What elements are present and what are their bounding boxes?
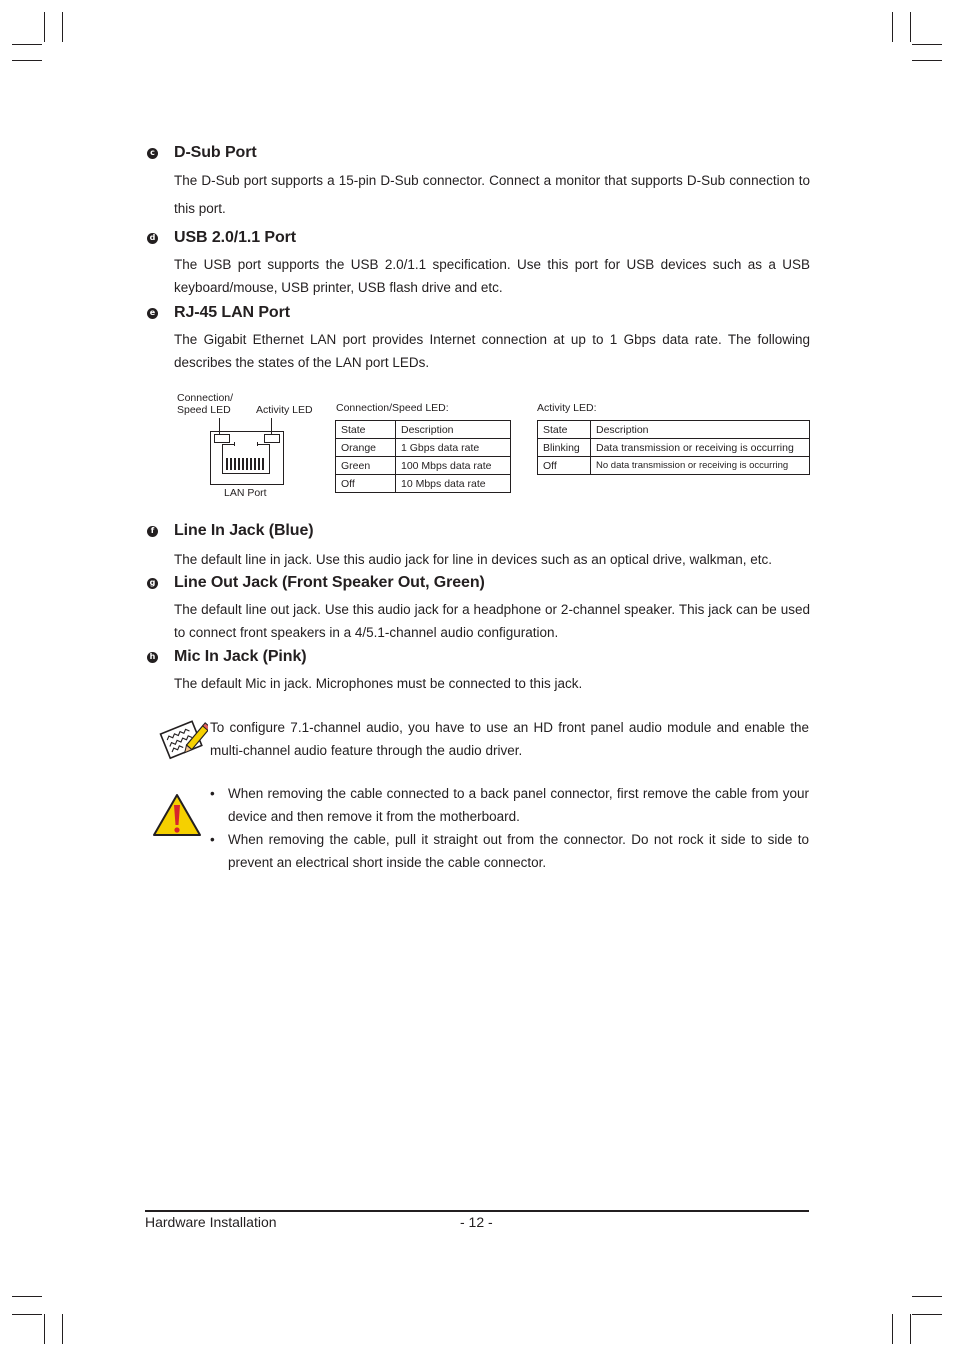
table-row bbox=[336, 439, 511, 457]
bullet-dot: • bbox=[210, 832, 215, 847]
section-usb-port bbox=[147, 227, 810, 299]
speed-led-icon bbox=[214, 434, 230, 443]
rj45-pins-icon bbox=[226, 458, 264, 470]
table-header-cell: Description bbox=[396, 421, 511, 439]
footer-rule bbox=[145, 1210, 809, 1212]
table-cell: 10 Mbps data rate bbox=[396, 475, 511, 493]
section-heading bbox=[147, 142, 810, 164]
footer-section-name: Hardware Installation bbox=[145, 1214, 277, 1230]
warning-list bbox=[210, 782, 809, 874]
section-title: RJ-45 LAN Port bbox=[174, 304, 290, 321]
table-cell: Off bbox=[538, 457, 591, 475]
lan-port-diagram bbox=[170, 390, 320, 505]
section-body: The D-Sub port supports a 15-pin D-Sub connector. Connect a monitor that supports D-Sub connection to this port. bbox=[174, 173, 810, 216]
note-text: To configure 7.1-channel audio, you have to use an HD front panel audio module and enable the multi-channel audio feature through the audio driver. bbox=[210, 720, 809, 758]
table-cell: Blinking bbox=[538, 439, 591, 457]
warning-triangle-icon bbox=[152, 793, 202, 837]
table-row bbox=[336, 457, 511, 475]
crop-mark bbox=[910, 12, 911, 42]
section-mic-in-jack bbox=[147, 646, 810, 695]
table-cell: 100 Mbps data rate bbox=[396, 457, 511, 475]
list-item bbox=[210, 828, 809, 874]
circled-letter-icon: h bbox=[147, 652, 158, 663]
circled-letter-icon: d bbox=[147, 233, 158, 244]
section-title: USB 2.0/1.1 Port bbox=[174, 229, 297, 246]
table-row bbox=[538, 439, 810, 457]
crop-mark bbox=[892, 12, 893, 42]
section-title: Line In Jack (Blue) bbox=[174, 522, 314, 539]
section-heading bbox=[147, 302, 810, 324]
lan-port-label: LAN Port bbox=[224, 487, 267, 499]
circled-letter-icon: g bbox=[147, 578, 158, 589]
crop-mark bbox=[912, 1314, 942, 1315]
crop-mark bbox=[12, 60, 42, 61]
crop-mark bbox=[910, 1314, 911, 1344]
table-cell: Green bbox=[336, 457, 396, 475]
circled-letter-icon: e bbox=[147, 308, 158, 319]
circled-letter-icon: c bbox=[147, 148, 158, 159]
table-row bbox=[538, 457, 810, 475]
section-body: The default line in jack. Use this audio jack for line in devices such as an optical drive, walkman, etc. bbox=[174, 552, 773, 567]
crop-mark bbox=[62, 12, 63, 42]
crop-mark bbox=[912, 44, 942, 45]
activity-table-title: Activity LED: bbox=[537, 402, 597, 414]
crop-mark bbox=[44, 1314, 45, 1344]
section-body: The Gigabit Ethernet LAN port provides Internet connection at up to 1 Gbps data rate. The following describes the states of the LAN port LEDs. bbox=[174, 332, 810, 370]
crop-mark bbox=[892, 1314, 893, 1344]
rj45-latch-icon bbox=[234, 442, 258, 446]
page-number: - 12 - bbox=[460, 1214, 493, 1230]
activity-led-label: Activity LED bbox=[256, 404, 313, 416]
section-lan-port bbox=[147, 302, 810, 374]
crop-mark bbox=[12, 1296, 42, 1297]
section-title: Mic In Jack (Pink) bbox=[174, 648, 307, 665]
section-line-in-jack bbox=[147, 520, 810, 571]
warning-text: When removing the cable connected to a back panel connector, first remove the cable from your device and then remove it from the motherboard. bbox=[228, 786, 809, 824]
warning-text: When removing the cable, pull it straight out from the connector. Do not rock it side to side to prevent an electrical short inside the cable connector. bbox=[228, 832, 809, 870]
table-header-row bbox=[538, 421, 810, 439]
bullet-dot: • bbox=[210, 786, 215, 801]
section-dsub-port bbox=[147, 142, 810, 223]
speed-led-label: Connection/ Speed LED bbox=[177, 392, 234, 416]
section-body: The default line out jack. Use this audio jack for a headphone or 2-channel speaker. This jack can be used to connect front speakers in a 4/5.1-channel audio configuration. bbox=[174, 602, 810, 640]
crop-mark bbox=[62, 1314, 63, 1344]
note-pencil-icon bbox=[158, 716, 208, 762]
table-row bbox=[336, 475, 511, 493]
section-heading bbox=[147, 572, 810, 594]
table-header-cell: State bbox=[538, 421, 591, 439]
table-header-row bbox=[336, 421, 511, 439]
crop-mark bbox=[12, 44, 42, 45]
section-body: The default Mic in jack. Microphones must be connected to this jack. bbox=[174, 676, 583, 691]
section-body: The USB port supports the USB 2.0/1.1 specification. Use this port for USB devices such as a USB keyboard/mouse, USB printer, USB flash drive and etc. bbox=[174, 257, 810, 295]
table-cell: Off bbox=[336, 475, 396, 493]
crop-mark bbox=[912, 1296, 942, 1297]
activity-led-table bbox=[537, 420, 810, 475]
crop-mark bbox=[12, 1314, 42, 1315]
speed-table-title: Connection/Speed LED: bbox=[336, 402, 449, 414]
circled-letter-icon: f bbox=[147, 526, 158, 537]
activity-led-icon bbox=[264, 434, 280, 443]
table-cell: No data transmission or receiving is occurring bbox=[591, 457, 810, 475]
section-title: D-Sub Port bbox=[174, 144, 257, 161]
speed-led-table bbox=[335, 420, 511, 493]
table-header-cell: State bbox=[336, 421, 396, 439]
section-heading bbox=[147, 646, 810, 668]
table-cell: 1 Gbps data rate bbox=[396, 439, 511, 457]
table-cell: Data transmission or receiving is occurring bbox=[591, 439, 810, 457]
section-heading bbox=[147, 520, 810, 542]
section-heading bbox=[147, 227, 810, 249]
crop-mark bbox=[44, 12, 45, 42]
section-line-out-jack bbox=[147, 572, 810, 644]
section-title: Line Out Jack (Front Speaker Out, Green) bbox=[174, 574, 485, 591]
crop-mark bbox=[912, 60, 942, 61]
table-header-cell: Description bbox=[591, 421, 810, 439]
list-item bbox=[210, 782, 809, 828]
table-cell: Orange bbox=[336, 439, 396, 457]
